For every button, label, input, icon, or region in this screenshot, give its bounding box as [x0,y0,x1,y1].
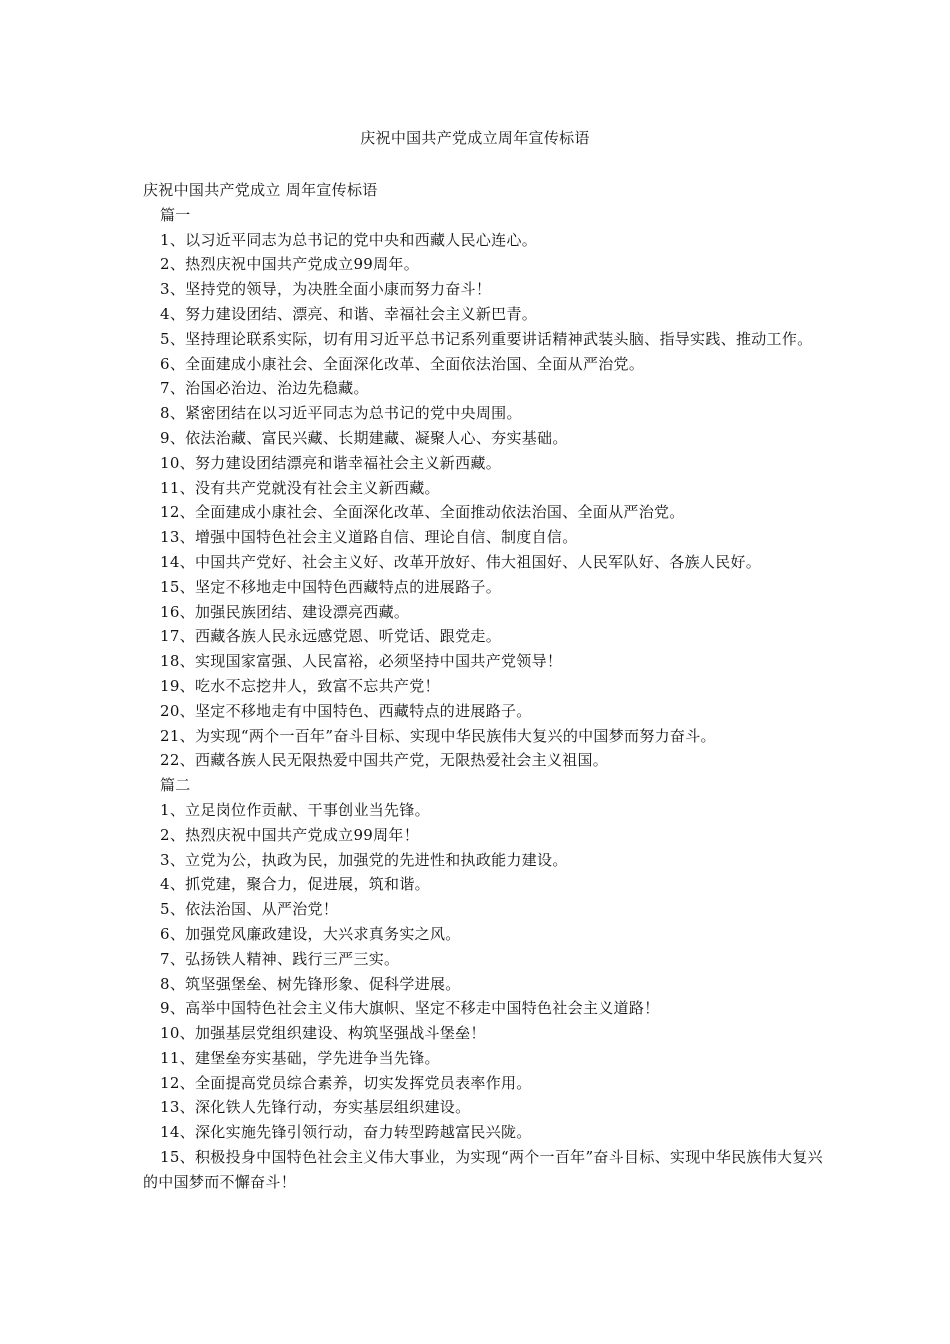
list-item: 18、实现国家富强、人民富裕，必须坚持中国共产党领导！ [160,652,563,671]
list-item: 6、全面建成小康社会、全面深化改革、全面依法治国、全面从严治党。 [160,354,645,373]
list-item: 4、努力建设团结、漂亮、和谐、幸福社会主义新巴青。 [160,304,538,323]
list-item: 8、筑坚强堡垒、树先锋形象、促科学进展。 [160,974,461,993]
list-item: 14、中国共产党好、社会主义好、改革开放好、伟大祖国好、人民军队好、各族人民好。 [160,552,762,571]
list-item: 2、热烈庆祝中国共产党成立99周年！ [160,825,420,844]
list-item: 3、坚持党的领导，为决胜全面小康而努力奋斗！ [160,280,492,299]
list-item: 7、弘扬铁人精神、践行三严三实。 [160,949,400,968]
list-item: 22、西藏各族人民无限热爱中国共产党，无限热爱社会主义祖国。 [160,751,609,770]
list-item: 5、坚持理论联系实际，切有用习近平总书记系列重要讲话精神武装头脑、指导实践、推动工作。 [160,329,813,348]
document-subtitle: 庆祝中国共产党成立 周年宣传标语 [143,181,378,199]
list-item: 15、积极投身中国特色社会主义伟大事业，为实现“两个一百年”奋斗目标、实现中华民族伟大复兴的中国梦而不懈奋斗！ [143,1148,823,1191]
list-item: 10、努力建设团结漂亮和谐幸福社会主义新西藏。 [160,453,501,472]
list-item: 6、加强党风廉政建设，大兴求真务实之风。 [160,924,461,943]
section-label: 篇二 [160,776,191,795]
section-1 [143,203,823,773]
list-item: 9、高举中国特色社会主义伟大旗帜、坚定不移走中国特色社会主义道路！ [160,999,660,1018]
list-item: 14、深化实施先锋引领行动，奋力转型跨越富民兴陇。 [160,1123,532,1142]
list-item: 15、坚定不移地走中国特色西藏特点的进展路子。 [160,577,501,596]
list-item: 19、吃水不忘挖井人，致富不忘共产党！ [160,676,440,695]
list-item: 21、为实现“两个一百年”奋斗目标、实现中华民族伟大复兴的中国梦而努力奋斗。 [160,726,716,745]
list-item: 1、立足岗位作贡献、干事创业当先锋。 [160,800,430,819]
document-title: 庆祝中国共产党成立周年宣传标语 [360,129,590,147]
list-item: 9、依法治藏、富民兴藏、长期建藏、凝聚人心、夯实基础。 [160,428,568,447]
section-2 [143,773,823,1195]
list-item: 11、没有共产党就没有社会主义新西藏。 [160,478,440,497]
document-body [143,178,823,1195]
list-item: 3、立党为公，执政为民，加强党的先进性和执政能力建设。 [160,850,568,869]
list-item: 2、热烈庆祝中国共产党成立99周年。 [160,255,420,274]
list-item: 8、紧密团结在以习近平同志为总书记的党中央周围。 [160,404,522,423]
list-item: 1、以习近平同志为总书记的党中央和西藏人民心连心。 [160,230,538,249]
list-item: 16、加强民族团结、建设漂亮西藏。 [160,602,410,621]
list-item: 11、建堡垒夯实基础，学先进争当先锋。 [160,1048,440,1067]
list-item: 7、治国必治边、治边先稳藏。 [160,379,369,398]
list-item: 20、坚定不移地走有中国特色、西藏特点的进展路子。 [160,701,532,720]
section-label: 篇一 [160,205,191,224]
list-item: 12、全面提高党员综合素养，切实发挥党员表率作用。 [160,1073,532,1092]
list-item: 10、加强基层党组织建设、构筑坚强战斗堡垒！ [160,1024,486,1043]
list-item: 12、全面建成小康社会、全面深化改革、全面推动依法治国、全面从严治党。 [160,503,685,522]
list-item: 13、深化铁人先锋行动，夯实基层组织建设。 [160,1098,471,1117]
list-item: 13、增强中国特色社会主义道路自信、理论自信、制度自信。 [160,528,578,547]
list-item: 17、西藏各族人民永远感党恩、听党话、跟党走。 [160,627,501,646]
list-item: 4、抓党建，聚合力，促进展，筑和谐。 [160,875,430,894]
list-item: 5、依法治国、从严治党！ [160,900,339,919]
